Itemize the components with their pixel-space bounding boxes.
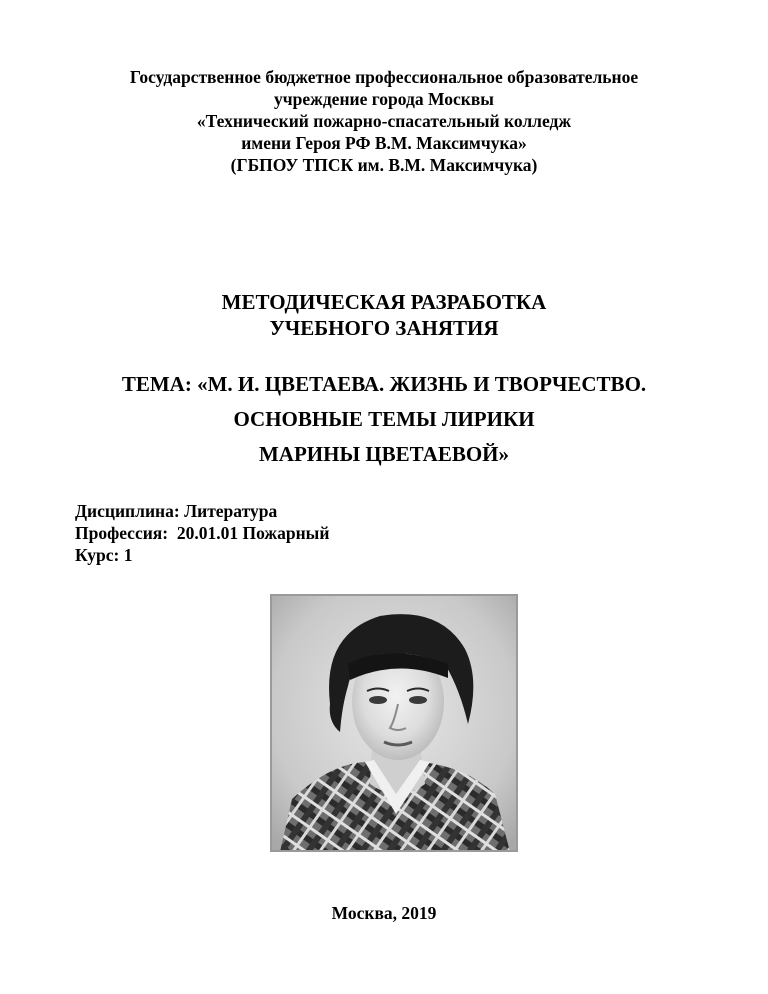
header-line-3: «Технический пожарно-спасательный колледж — [196, 111, 572, 131]
title-line-2: УЧЕБНОГО ЗАНЯТИЯ — [269, 316, 499, 340]
institution-header — [0, 66, 768, 176]
discipline-line: Дисциплина: Литература — [75, 501, 278, 521]
portrait-photo — [270, 594, 518, 852]
header-line-4: имени Героя РФ В.М. Максимчука» — [241, 133, 527, 153]
title-line-1: МЕТОДИЧЕСКАЯ РАЗРАБОТКА — [221, 290, 547, 314]
topic-line-3: МАРИНЫ ЦВЕТАЕВОЙ» — [258, 442, 509, 466]
profession-line: Профессия: 20.01.01 Пожарный — [75, 523, 330, 543]
topic-line-1: ТЕМА: «М. И. ЦВЕТАЕВА. ЖИЗНЬ И ТВОРЧЕСТВО. — [121, 372, 647, 396]
header-line-5: (ГБПОУ ТПСК им. В.М. Максимчука) — [230, 155, 538, 175]
header-line-1: Государственное бюджетное профессиональное образовательное — [129, 67, 639, 87]
document-title — [0, 289, 768, 341]
city-year: Москва, 2019 — [331, 903, 437, 923]
lesson-topic — [0, 367, 768, 472]
course-line: Курс: 1 — [75, 545, 133, 565]
course-info — [75, 500, 329, 566]
header-line-2: учреждение города Москвы — [274, 89, 494, 109]
topic-line-2: ОСНОВНЫЕ ТЕМЫ ЛИРИКИ — [233, 407, 535, 431]
